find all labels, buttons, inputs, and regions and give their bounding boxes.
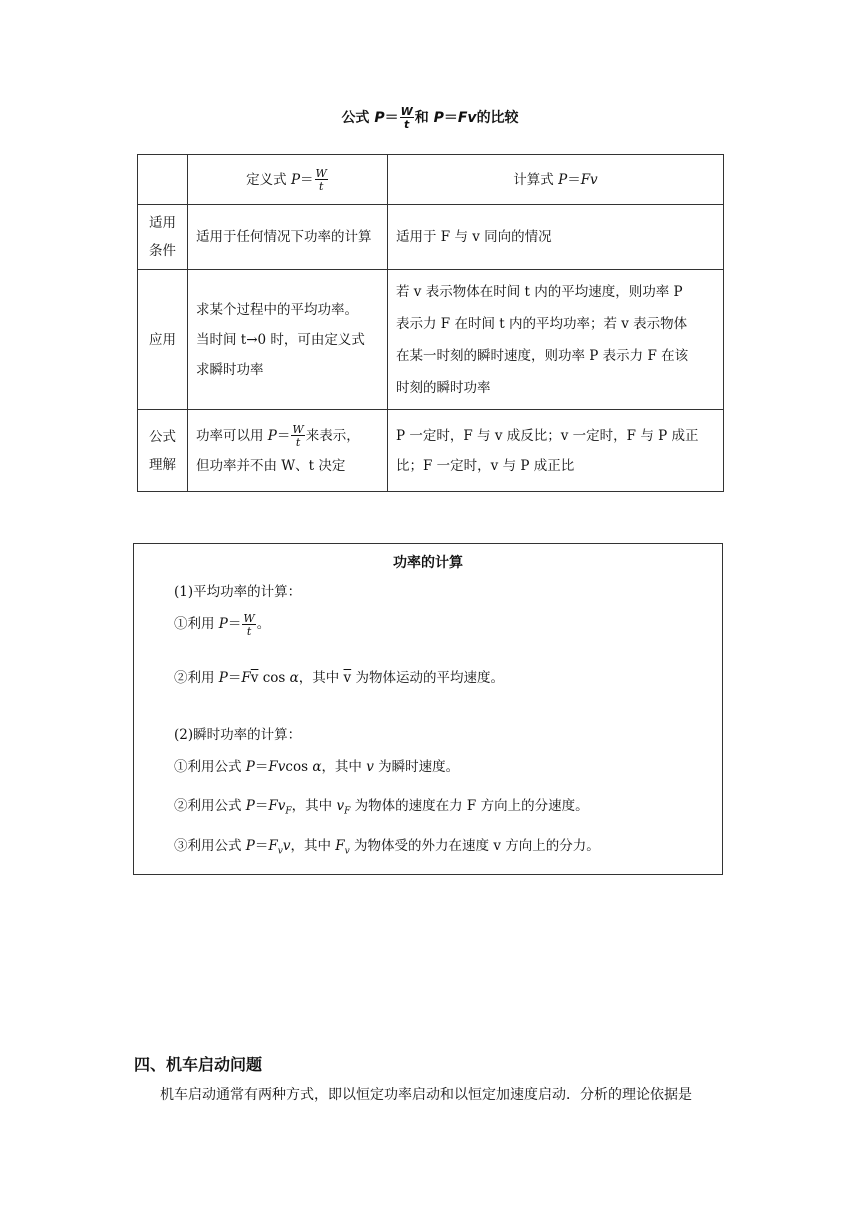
cell-calculation-application: 若 v 表示物体在时间 t 内的平均速度，则功率 P 表示力 F 在时间 t 内的平均功率；若 v 表示物体 在某一时刻的瞬时速度，则功率 P 表示力 F 在该 时刻的瞬时功率: [388, 270, 724, 410]
table-row: [138, 410, 724, 492]
comparison-table: [137, 154, 724, 492]
table-title: 公式 P＝ $\frac{W}{t}$ 和 P＝Fv的比较: [341, 105, 519, 131]
header-calculation-formula: 计算式 P＝Fv: [388, 155, 724, 205]
section-paragraph: 机车启动通常有两种方式，即以恒定功率启动和以恒定加速度启动．分析的理论依据是: [160, 1087, 692, 1103]
section-heading: 四、机车启动问题: [134, 1055, 263, 1074]
inst-power-method-3: ③利用公式 $P=F_vv$，其中 $F_v$ 为物体受的外力在速度 v 方向上的分力。: [174, 838, 600, 857]
fraction-w-over-t: $\frac{W}{t}$: [315, 167, 327, 193]
cell-definition-understanding: 功率可以用 P＝ $\frac{W}{t}$ 来表示， 但功率并不由 W、t 决定: [188, 410, 388, 492]
table-header-row: [138, 155, 724, 205]
header-definition-formula: 定义式 P＝ $\frac{W}{t}$: [188, 155, 388, 205]
table-row: [138, 270, 724, 410]
avg-power-method-2: ②利用 $P=F\overline{v}$ cos α，其中 $\overline{v}$ 为物体运动的平均速度。: [174, 670, 504, 686]
avg-power-method-1: ①利用 P＝ $\frac{W}{t}$ 。: [174, 611, 271, 638]
fraction-w-over-t: $\frac{W}{t}$: [292, 423, 304, 449]
inst-power-heading: (2)瞬时功率的计算：: [174, 727, 302, 743]
row-label-understanding: 公式 理解: [138, 410, 188, 492]
row-label-conditions: 适用 条件: [138, 205, 188, 270]
box-title: 功率的计算: [393, 555, 463, 571]
table-row: [138, 205, 724, 270]
cell-calculation-conditions: 适用于 F 与 v 同向的情况: [388, 205, 724, 270]
header-empty-cell: [138, 155, 188, 205]
inst-power-method-2: ②利用公式 $P=Fv_F$，其中 $v_F$ 为物体的速度在力 F 方向上的分速度。: [174, 798, 589, 817]
power-calculation-box: [133, 543, 723, 875]
row-label-application: 应用: [138, 270, 188, 410]
fraction-w-over-t: $\frac{W}{t}$: [400, 105, 413, 131]
cell-calculation-understanding: P 一定时，F 与 v 成反比；v 一定时，F 与 P 成正 比；F 一定时，v 与 P 成正比: [388, 410, 724, 492]
avg-power-heading: (1)平均功率的计算：: [174, 584, 302, 600]
cell-definition-conditions: 适用于任何情况下功率的计算: [188, 205, 388, 270]
fraction-w-over-t: $\frac{W}{t}$: [243, 611, 255, 638]
cell-definition-application: 求某个过程中的平均功率。 当时间 t→0 时，可由定义式 求瞬时功率: [188, 270, 388, 410]
inst-power-method-1: ①利用公式 P＝Fvcos α，其中 v 为瞬时速度。: [174, 759, 460, 775]
